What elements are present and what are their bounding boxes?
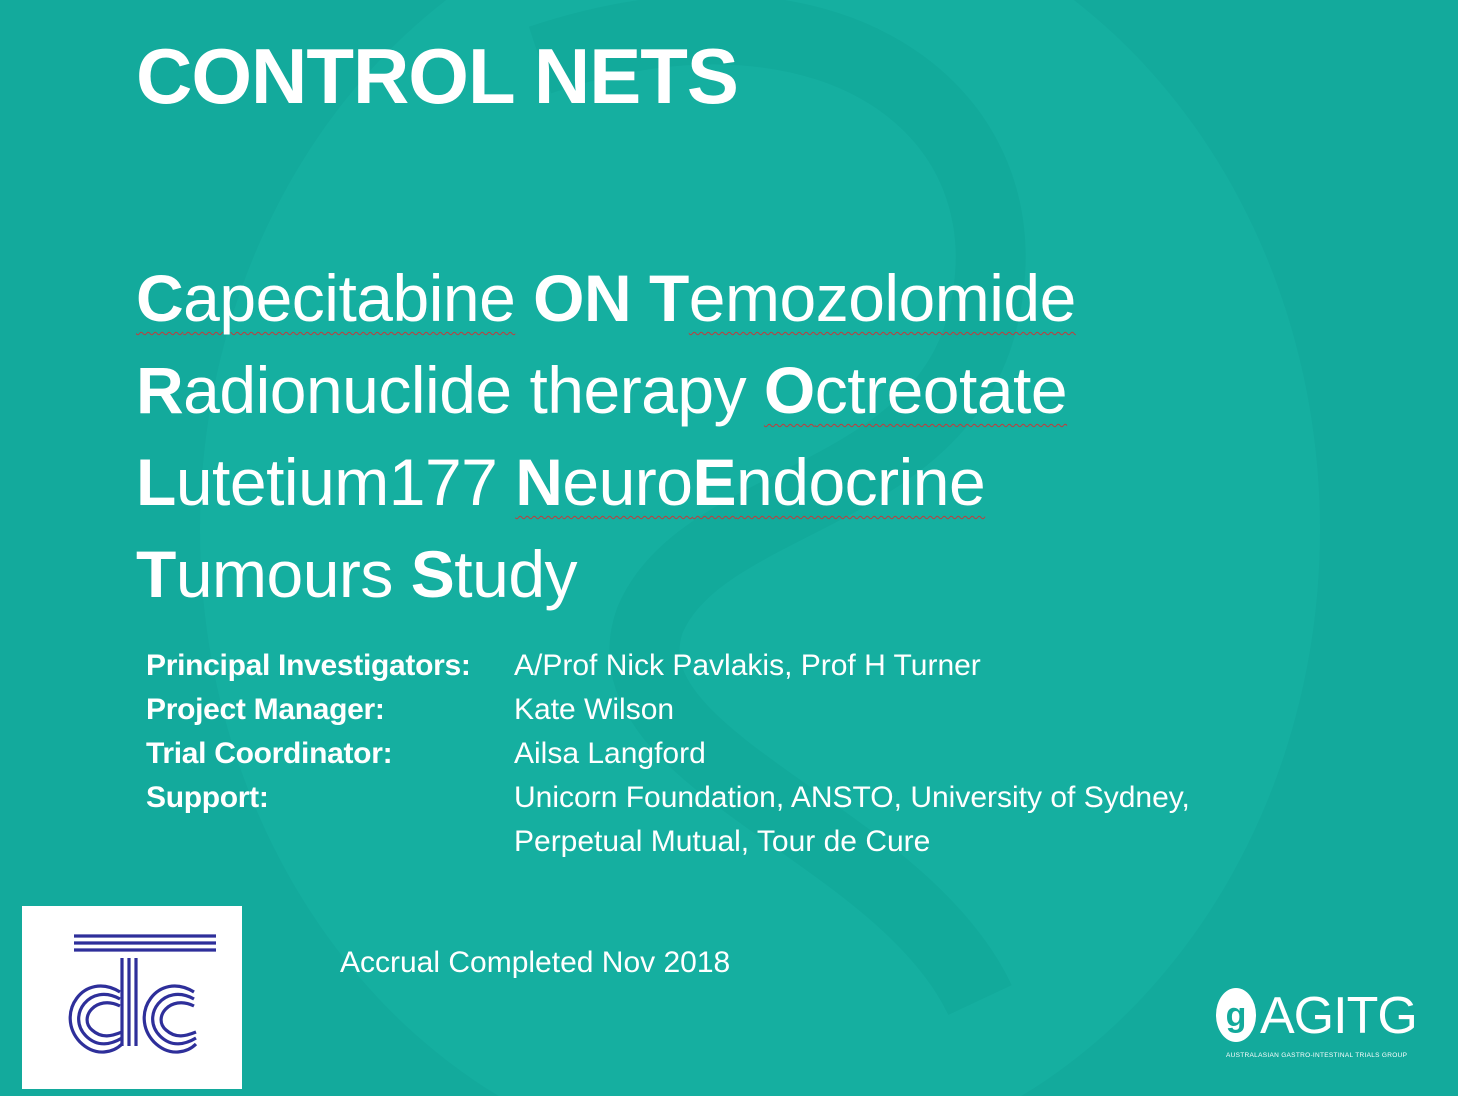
acronym-letter: C bbox=[136, 261, 184, 335]
detail-row bbox=[146, 776, 1190, 820]
detail-value: Perpetual Mutual, Tour de Cure bbox=[514, 825, 931, 858]
acronym-letter: L bbox=[136, 445, 176, 519]
detail-value: A/Prof Nick Pavlakis, Prof H Turner bbox=[514, 649, 981, 682]
ctc-logo bbox=[22, 906, 242, 1089]
acronym-text: euro bbox=[562, 445, 693, 519]
ctc-logo-icon bbox=[22, 906, 242, 1089]
detail-row bbox=[146, 732, 1190, 776]
acronym-letter: O bbox=[763, 353, 815, 427]
agitg-logo bbox=[1214, 987, 1417, 1068]
acronym-letter: T bbox=[648, 261, 689, 335]
acronym-text: umours bbox=[175, 537, 411, 611]
accrual-status: Accrual Completed Nov 2018 bbox=[340, 946, 731, 979]
acronym-text: emozolomide bbox=[688, 261, 1076, 335]
acronym-line bbox=[136, 344, 1076, 436]
acronym-text: ndocrine bbox=[736, 445, 986, 519]
acronym-letter: ON bbox=[533, 261, 632, 335]
detail-label: Support: bbox=[146, 781, 269, 814]
detail-row bbox=[146, 688, 1190, 732]
acronym-text: ctreotate bbox=[814, 353, 1068, 427]
detail-value: Unicorn Foundation, ANSTO, University of Sydney, bbox=[514, 781, 1190, 814]
acronym-line bbox=[136, 528, 1076, 620]
agitg-g-mark-icon: g bbox=[1216, 988, 1256, 1042]
acronym-text: apecitabine bbox=[183, 261, 516, 335]
acronym-letter: S bbox=[410, 537, 455, 611]
agitg-wordmark: AGITG bbox=[1260, 987, 1417, 1045]
detail-row bbox=[146, 820, 1190, 864]
acronym-letter: T bbox=[136, 537, 176, 611]
detail-row bbox=[146, 644, 1190, 688]
acronym-text: adionuclide therapy bbox=[183, 353, 764, 427]
acronym-line bbox=[136, 252, 1076, 344]
acronym-letter: E bbox=[692, 445, 737, 519]
detail-label: Project Manager: bbox=[146, 693, 385, 726]
trial-details-table bbox=[146, 644, 1190, 864]
acronym-line bbox=[136, 436, 1076, 528]
trial-acronym-expansion bbox=[136, 252, 1076, 620]
detail-value: Ailsa Langford bbox=[514, 737, 706, 770]
detail-label: Trial Coordinator: bbox=[146, 737, 393, 770]
detail-label bbox=[146, 820, 514, 864]
acronym-letter: R bbox=[136, 353, 184, 427]
detail-value: Kate Wilson bbox=[514, 693, 675, 726]
agitg-full-name: AUSTRALASIAN GASTRO-INTESTINAL TRIALS GROUP bbox=[1226, 1052, 1408, 1059]
acronym-text: utetium177 bbox=[175, 445, 516, 519]
acronym-text: tudy bbox=[454, 537, 578, 611]
acronym-text bbox=[515, 261, 533, 335]
acronym-text bbox=[631, 261, 649, 335]
detail-label: Principal Investigators: bbox=[146, 649, 471, 682]
acronym-letter: N bbox=[515, 445, 563, 519]
slide-title: CONTROL NETS bbox=[136, 32, 738, 120]
